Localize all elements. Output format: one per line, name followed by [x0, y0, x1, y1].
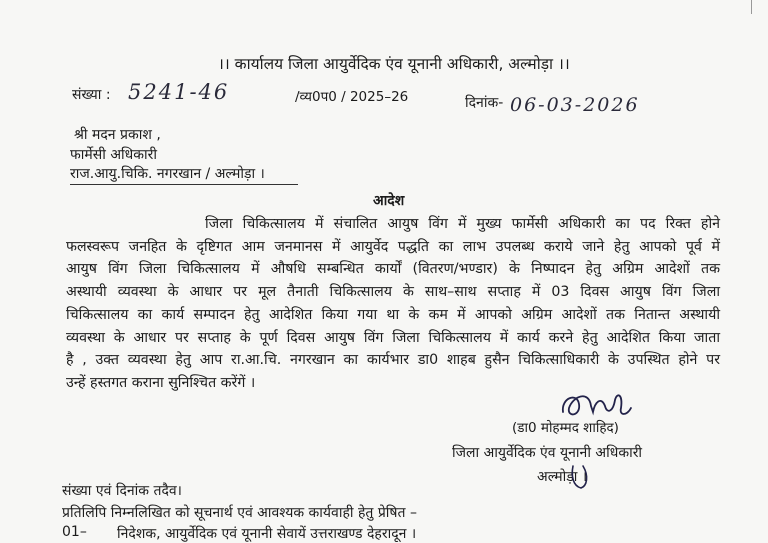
order-line: आयुष विंग जिला चिकित्सालय में औषधि सम्बन्धित कार्यों (वितरण/भण्डार) के निष्पादन हेतु अग्रिम आदेशों तक [66, 261, 720, 277]
signatory-name: (डा0 मोहम्मद शाहिद) [512, 420, 619, 436]
footer-ref-line: संख्या एवं दिनांक तदैव। [62, 483, 182, 499]
ref-number-handwritten: 5241-46 [128, 80, 230, 104]
order-line: है , उक्त व्यवस्था हेतु आप रा.आ.चि. नगरखान का कार्यभार डा0 शाहब हुसैन चिकित्साधिकारी के उपस्थित होने पर [66, 352, 720, 368]
signatory-designation: जिला आयुर्वेदिक एंव यूनानी अधिकारी [452, 445, 643, 461]
order-line: अस्थायी व्यवस्था के आधार पर मूल तैनाती चिकित्सालय के साथ–साथ सप्ताह में 03 दिवस आयुष विंग जिला [66, 284, 720, 300]
order-line: फलस्वरूप जनहित के दृष्टिगत आम जनमानस में आयुर्वेद पद्धति का लाभ उपलब्ध कराये जाने हेतु आपको पूर्व में [66, 239, 720, 255]
signature-tick [569, 460, 591, 490]
footer-item-text: निदेशक, आयुर्वेदिक एवं यूनानी सेवायें उत्तराखण्ड देहरादून । [117, 526, 417, 542]
footer-copy-line: प्रतिलिपि निम्नलिखित को सूचनार्थ एवं आवश्यक कार्यवाही हेतु प्रेषित – [62, 505, 417, 521]
order-line: चिकित्सालय का कार्य सम्पादन हेतु आदेशित किया गया था के कम में आपको अग्रिम आदेशों तक नितान्त अस्थायी [66, 307, 720, 323]
office-title: ।। कार्यालय जिला आयुर्वेदिक एंव यूनानी अधिकारी, अल्मोड़ा ।। [218, 55, 570, 73]
order-line: व्यवस्था के आधार पर सप्ताह के पूर्ण दिवस आयुष विंग जिला चिकित्सालय में कार्य करने हेतु आदेशित किया जाता [66, 330, 720, 346]
ref-code: /व्य0प0 / 2025–26 [295, 89, 409, 105]
footer-item-number: 01– [62, 524, 87, 540]
page-edge-mark [751, 0, 760, 14]
order-heading: आदेश [373, 193, 405, 209]
recipient-office: राज.आयु.चिकि. नगरखान / अल्मोड़ा । [70, 164, 298, 185]
order-line: उन्हें हस्तगत कराना सुनिश्चित करेंगें । [66, 375, 256, 391]
date-label: दिनांक- [465, 95, 504, 111]
signatory-place: अल्मोड़ा । [537, 469, 588, 485]
ref-number-label: संख्या : [72, 87, 111, 103]
order-line: जिला चिकित्सालय में संचालित आयुष विंग में मुख्य फार्मेसी अधिकारी का पद रिक्त होने [205, 216, 720, 232]
recipient-designation: फार्मेसी अधिकारी [70, 147, 157, 163]
date-handwritten: 06-03-2026 [510, 94, 640, 116]
recipient-name: श्री मदन प्रकाश , [74, 127, 161, 143]
